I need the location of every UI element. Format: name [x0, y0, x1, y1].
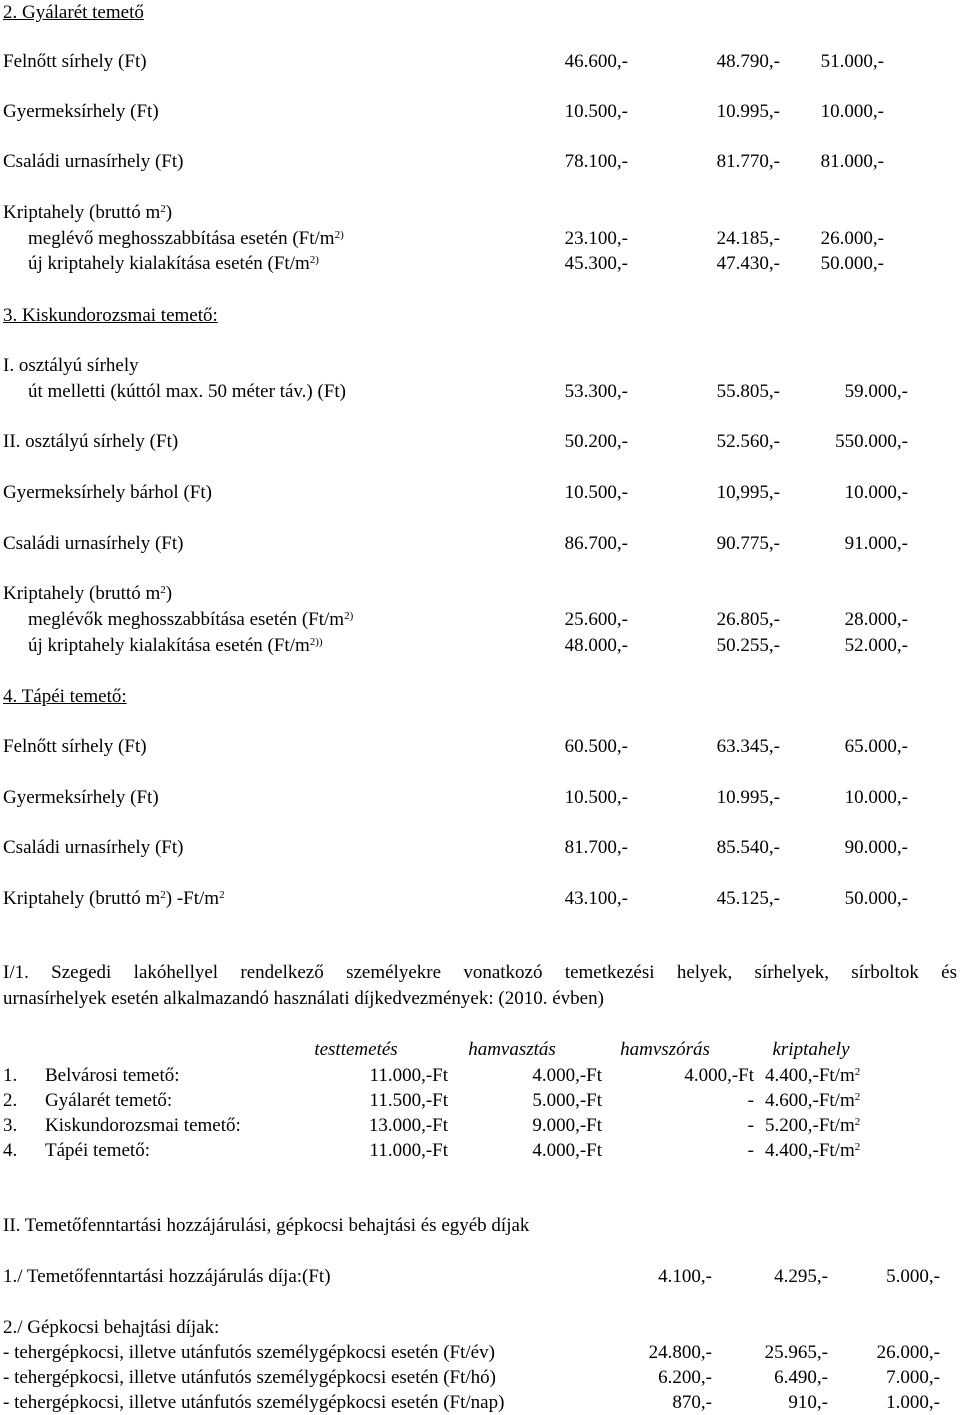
discount-row-num: 4. [3, 1140, 18, 1161]
s4-row-label: Családi urnasírhely (Ft) [3, 837, 184, 858]
s3-row-value: 53.300,- [564, 381, 628, 402]
discount-row-name: Gyálarét temető: [45, 1090, 173, 1111]
discount-cell: 4.000,-Ft [684, 1065, 754, 1086]
discount-col-header: hamvasztás [468, 1039, 556, 1060]
fee2-heading: 2./ Gépkocsi behajtási díjak: [3, 1317, 220, 1338]
s4-row-value: 45.125,- [716, 888, 780, 909]
discount-col-header: hamvszórás [620, 1039, 710, 1060]
s2-kripta-value: 23.100,- [564, 228, 628, 249]
s2-row-value: 10.000,- [820, 101, 884, 122]
s2-kripta-value: 50.000,- [820, 253, 884, 274]
s2-row-value: 10.500,- [564, 101, 628, 122]
s4-row-value: 81.700,- [564, 837, 628, 858]
fee-value: 1.000,- [886, 1392, 940, 1413]
discount-cell: 9.000,-Ft [532, 1115, 602, 1136]
s3-row-value: 10.000,- [844, 482, 908, 503]
s3-row-value: 10.500,- [564, 482, 628, 503]
s4-row-value: 50.000,- [844, 888, 908, 909]
s4-row-value: 65.000,- [844, 736, 908, 757]
discount-row-num: 1. [3, 1065, 18, 1086]
s3-row-value: 91.000,- [844, 533, 908, 554]
fee-value: 4.295,- [774, 1266, 828, 1287]
s3-row-value: 52.560,- [716, 431, 780, 452]
fee2-row-label: - tehergépkocsi, illetve utánfutós személygépkocsi esetén (Ft/nap) [3, 1392, 505, 1413]
s3-row-value: 90.775,- [716, 533, 780, 554]
s3-kripta-value: 28.000,- [844, 609, 908, 630]
s3-row-value: 550.000,- [835, 431, 908, 452]
discount-row-name: Tápéi temető: [45, 1140, 150, 1161]
s4-row-value: 10.500,- [564, 787, 628, 808]
s3-row-value: 10,995,- [716, 482, 780, 503]
s4-row-value: 10.995,- [716, 787, 780, 808]
s3-kripta-sub-label: meglévők meghosszabbítása esetén ($Ft/m^{2)}$ [28, 609, 354, 630]
fee-value: 910,- [788, 1392, 828, 1413]
s4-row-value: 60.500,- [564, 736, 628, 757]
section-4-heading: 4. Tápéi temető: [3, 686, 127, 707]
s2-row-value: 10.995,- [716, 101, 780, 122]
s4-row-value: 85.540,- [716, 837, 780, 858]
s2-kripta-value: 24.185,- [716, 228, 780, 249]
discount-cell: 11.500,-Ft [369, 1090, 448, 1111]
section-ii-heading: II. Temetőfenntartási hozzájárulási, gépkocsi behajtási és egyéb díjak [3, 1215, 530, 1236]
s3-kripta-value: 50.255,- [716, 635, 780, 656]
section-3-heading: 3. Kiskundorozsmai temető: [3, 305, 218, 326]
fee2-row-label: - tehergépkocsi, illetve utánfutós személygépkocsi esetén (Ft/év) [3, 1342, 495, 1363]
fee-value: 26.000,- [876, 1342, 940, 1363]
s3-kripta-label: Kriptahely (bruttó $m^2$) [3, 583, 173, 604]
s3-class1-label: I. osztályú sírhely [3, 355, 139, 376]
s3-row-value: 55.805,- [716, 381, 780, 402]
s2-kripta-value: 47.430,- [716, 253, 780, 274]
s3-row-label: Családi urnasírhely (Ft) [3, 533, 184, 554]
fee-value: 24.800,- [648, 1342, 712, 1363]
discount-cell: 13.000,-Ft [368, 1115, 448, 1136]
discount-cell: $5.200,-Ft/m^2$ [765, 1115, 861, 1136]
fee-value: 4.100,- [658, 1266, 712, 1287]
fee-value: 25.965,- [764, 1342, 828, 1363]
discount-cell: $4.400,-Ft/m^2$ [765, 1140, 861, 1161]
s3-kripta-value: 25.600,- [564, 609, 628, 630]
discount-paragraph-line: urnasírhelyek esetén alkalmazandó használati díjkedvezmények: (2010. évben) [3, 988, 604, 1009]
s2-row-value: 81.000,- [820, 151, 884, 172]
section-2-heading: 2. Gyálarét temető [3, 2, 144, 23]
fee-value: 870,- [672, 1392, 712, 1413]
discount-cell: - [747, 1140, 754, 1161]
s4-row-value: 90.000,- [844, 837, 908, 858]
discount-cell: 11.000,-Ft [369, 1065, 448, 1086]
discount-paragraph-line: I/1. Szegedi lakóhellyel rendelkező személyekre vonatkozó temetkezési helyek, sírhelyek, sírboltok és [3, 962, 957, 983]
s3-kripta-value: 52.000,- [844, 635, 908, 656]
fee-value: 6.490,- [774, 1367, 828, 1388]
s3-kripta-value: 48.000,- [564, 635, 628, 656]
s3-kripta-value: 26.805,- [716, 609, 780, 630]
discount-row-name: Belvárosi temető: [45, 1065, 180, 1086]
s3-row-value: 50.200,- [564, 431, 628, 452]
discount-row-num: 3. [3, 1115, 18, 1136]
s4-row-label: Gyermeksírhely (Ft) [3, 787, 159, 808]
discount-cell: $4.400,-Ft/m^2$ [765, 1065, 861, 1086]
s2-row-label: Felnőtt sírhely (Ft) [3, 51, 147, 72]
s2-row-label: Gyermeksírhely (Ft) [3, 101, 159, 122]
fee-value: 5.000,- [886, 1266, 940, 1287]
discount-cell: 5.000,-Ft [532, 1090, 602, 1111]
s4-row-value: 43.100,- [564, 888, 628, 909]
discount-cell: 4.000,-Ft [532, 1065, 602, 1086]
s2-kripta-value: 26.000,- [820, 228, 884, 249]
s4-kripta-label: Kriptahely (bruttó $m^2$) $-Ft/m^2$ [3, 888, 225, 909]
s2-row-value: 81.770,- [716, 151, 780, 172]
fee-value: 6.200,- [658, 1367, 712, 1388]
discount-col-header: testtemetés [314, 1039, 398, 1060]
discount-col-header: kriptahely [772, 1039, 850, 1060]
s2-kripta-label: Kriptahely (bruttó $m^2$) [3, 202, 173, 223]
s2-row-value: 48.790,- [716, 51, 780, 72]
discount-cell: $4.600,-Ft/m^2$ [765, 1090, 861, 1111]
s2-kripta-sub-label: új kriptahely kialakítása esetén ($Ft/m^{2)}$ [28, 253, 319, 274]
s2-row-value: 51.000,- [820, 51, 884, 72]
discount-row-num: 2. [3, 1090, 18, 1111]
fee-value: 7.000,- [886, 1367, 940, 1388]
discount-cell: - [747, 1115, 754, 1136]
s3-row-label: II. osztályú sírhely (Ft) [3, 431, 179, 452]
s3-kripta-sub-label: új kriptahely kialakítása esetén ($Ft/m^{2))}$ [28, 635, 323, 656]
discount-row-name: Kiskundorozsmai temető: [45, 1115, 241, 1136]
s3-row-label: Gyermeksírhely bárhol (Ft) [3, 482, 212, 503]
fee2-row-label: - tehergépkocsi, illetve utánfutós személygépkocsi esetén (Ft/hó) [3, 1367, 496, 1388]
discount-cell: 4.000,-Ft [532, 1140, 602, 1161]
discount-cell: 11.000,-Ft [369, 1140, 448, 1161]
discount-cell: - [747, 1090, 754, 1111]
s2-kripta-value: 45.300,- [564, 253, 628, 274]
fee1-label: 1./ Temetőfenntartási hozzájárulás díja:(Ft) [3, 1266, 331, 1287]
s3-row-value: 59.000,- [844, 381, 908, 402]
s3-class1-sub-label: út melletti (kúttól max. 50 méter táv.) (Ft) [28, 381, 346, 402]
s2-kripta-sub-label: meglévő meghosszabbítása esetén ($Ft/m^{2)}$ [28, 228, 344, 249]
s4-row-value: 10.000,- [844, 787, 908, 808]
s4-row-value: 63.345,- [716, 736, 780, 757]
s3-row-value: 86.700,- [564, 533, 628, 554]
s4-row-label: Felnőtt sírhely (Ft) [3, 736, 147, 757]
s2-row-value: 46.600,- [564, 51, 628, 72]
s2-row-label: Családi urnasírhely (Ft) [3, 151, 184, 172]
s2-row-value: 78.100,- [564, 151, 628, 172]
